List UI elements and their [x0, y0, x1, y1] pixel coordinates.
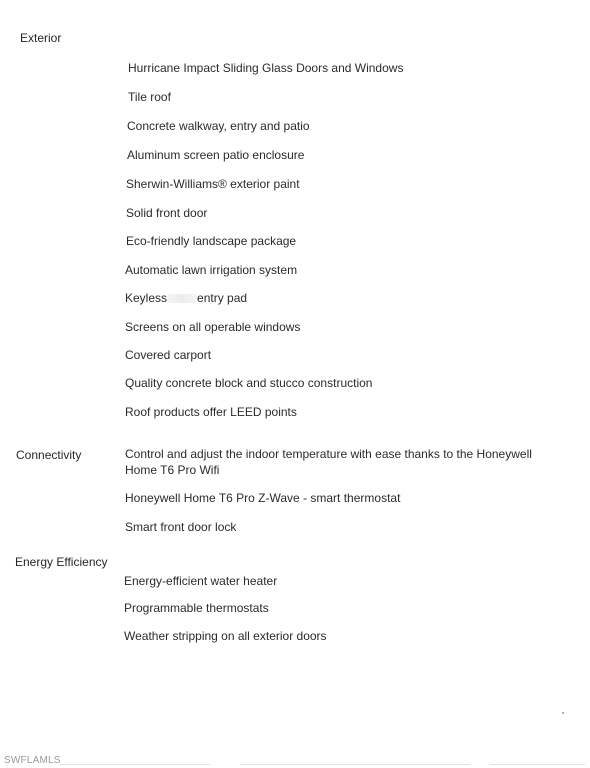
- list-item: Solid front door: [126, 206, 208, 220]
- scan-speck: [562, 712, 564, 714]
- list-item: Aluminum screen patio enclosure: [127, 148, 305, 162]
- list-item: Eco-friendly landscape package: [126, 234, 297, 248]
- list-item: Control and adjust the indoor temperature with ease thanks to the Honeywell Home T6 Pro Wifi: [125, 447, 532, 477]
- list-item: Hurricane Impact Sliding Glass Doors and Windows: [128, 61, 404, 75]
- list-item: Honeywell Home T6 Pro Z-Wave - smart thermostat: [125, 491, 401, 505]
- list-item: Tile roof: [128, 90, 171, 104]
- list-item: Energy-efficient water heater: [124, 574, 278, 588]
- scan-line: [60, 764, 210, 765]
- section-label-exterior: Exterior: [20, 31, 62, 45]
- list-item: Weather stripping on all exterior doors: [124, 629, 327, 643]
- list-item: Sherwin-Williams® exterior paint: [126, 177, 300, 191]
- scan-line: [240, 764, 470, 765]
- list-item: Roof products offer LEED points: [125, 405, 297, 419]
- list-item: Quality concrete block and stucco construction: [125, 376, 373, 390]
- list-item: [125, 290, 247, 306]
- list-item: Screens on all operable windows: [125, 320, 301, 334]
- list-item: Covered carport: [125, 348, 212, 362]
- section-label-connectivity: Connectivity: [16, 448, 82, 462]
- list-item-text: Keyless: [125, 291, 168, 305]
- list-item: Smart front door lock: [125, 520, 237, 534]
- redacted-gap: [167, 294, 197, 303]
- list-item: Programmable thermostats: [124, 601, 269, 615]
- scan-line: [490, 764, 585, 765]
- list-item-text: entry pad: [197, 291, 248, 305]
- list-item: Concrete walkway, entry and patio: [127, 119, 310, 133]
- list-item: Automatic lawn irrigation system: [125, 263, 298, 277]
- section-label-energy-efficiency: Energy Efficiency: [15, 555, 108, 569]
- watermark: SWFLAMLS: [4, 755, 61, 766]
